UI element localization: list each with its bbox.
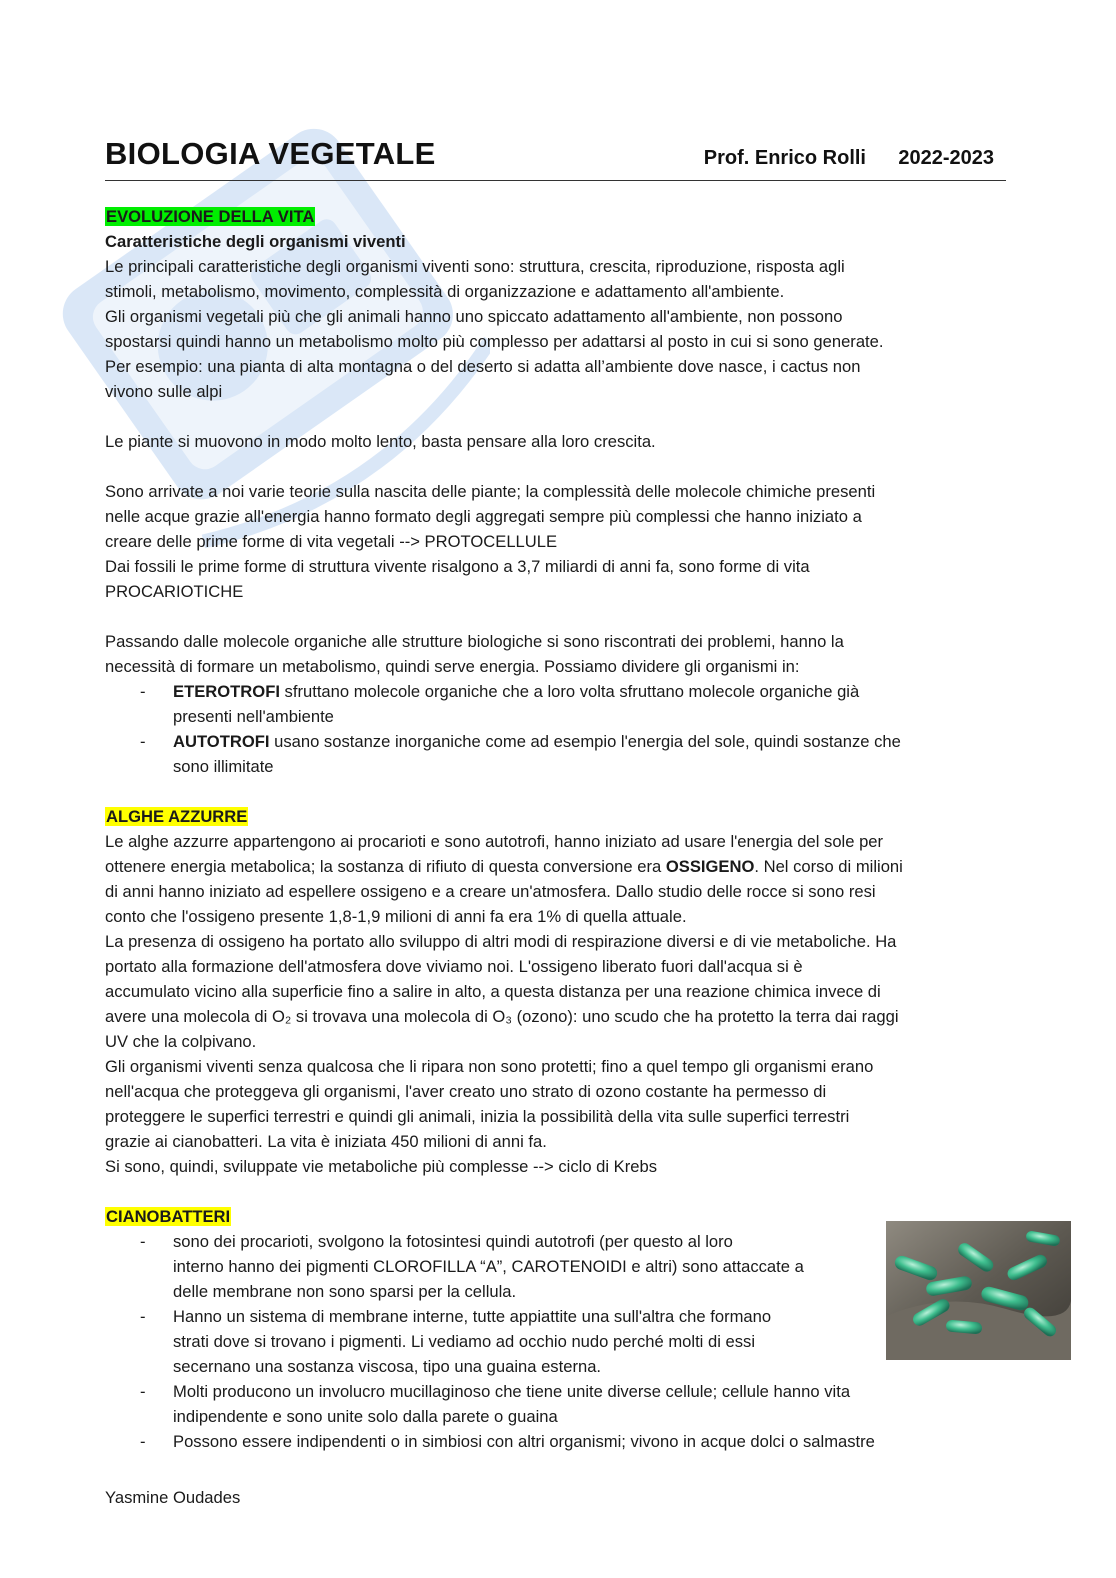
paragraph-line: accumulato vicino alla superficie fino a salire in alto, a questa distanza per una reazione chimica invece di	[105, 982, 881, 1001]
list-item: - Possono essere indipendenti o in simbiosi con altri organismi; vivono in acque dolci o salmastre	[140, 1432, 875, 1451]
paragraph-line: proteggere le superfici terrestri e quindi gli animali, inizia la possibilità della vita sulle superfici terrestri	[105, 1107, 850, 1126]
paragraph-line: Sono arrivate a noi varie teorie sulla nascita delle piante; la complessità delle molecole chimiche presenti	[105, 482, 876, 501]
list-item-continuation: indipendente e sono unite solo dalla parete o guaina	[173, 1407, 558, 1426]
paragraph-line: Gli organismi vegetali più che gli animali hanno uno spiccato adattamento all'ambiente, non possono	[105, 307, 843, 326]
paragraph-line: grazie ai cianobatteri. La vita è iniziata 450 milioni di anni fa.	[105, 1132, 547, 1151]
section-heading-alghe: ALGHE AZZURRE	[106, 807, 248, 826]
paragraph-line: Si sono, quindi, sviluppate vie metaboliche più complesse --> ciclo di Krebs	[105, 1157, 658, 1176]
paragraph-line: Dai fossili le prime forme di struttura vivente risalgono a 3,7 miliardi di anni fa, sono forme di vita	[105, 557, 810, 576]
paragraph-line: creare delle prime forme di vita vegetali --> PROTOCELLULE	[105, 532, 558, 551]
paragraph-line: Le piante si muovono in modo molto lento, basta pensare alla loro crescita.	[105, 432, 656, 451]
academic-year: 2022-2023	[898, 147, 994, 169]
list-item-continuation: presenti nell'ambiente	[173, 707, 334, 726]
list-item-continuation: sono illimitate	[173, 757, 274, 776]
list-item-continuation: strati dove si trovano i pigmenti. Li vediamo ad occhio nudo perché molti di essi	[173, 1332, 756, 1351]
paragraph-line: Le principali caratteristiche degli organismi viventi sono: struttura, crescita, riproduzione, risposta agli	[105, 257, 845, 276]
paragraph-line: La presenza di ossigeno ha portato allo sviluppo di altri modi di respirazione diversi e di vie metaboliche. Ha	[105, 932, 897, 951]
paragraph-line: nell'acqua che proteggeva gli organismi, l'aver creato uno strato di ozono costante ha permesso di	[105, 1082, 827, 1101]
document-title: BIOLOGIA VEGETALE	[105, 136, 436, 171]
paragraph-line: avere una molecola di O₂ si trovava una molecola di O₃ (ozono): uno scudo che ha protetto la terra dai raggi	[105, 1007, 899, 1026]
professor-name: Prof. Enrico Rolli	[703, 147, 866, 169]
cyanobacteria-photo	[886, 1221, 1071, 1360]
paragraph-line: conto che l'ossigeno presente 1,8-1,9 milioni di anni fa era 1% di quella attuale.	[105, 907, 687, 926]
subheading: Caratteristiche degli organismi viventi	[105, 232, 406, 251]
list-item-continuation: interno hanno dei pigmenti CLOROFILLA “A”, CAROTENOIDI e altri) sono attaccate a	[173, 1257, 804, 1276]
section-heading-cianobatteri: CIANOBATTERI	[106, 1207, 231, 1226]
paragraph-line: di anni hanno iniziato ad espellere ossigeno e a creare un'atmosfera. Dallo studio delle rocce si sono resi	[105, 882, 876, 901]
paragraph-line: Le alghe azzurre appartengono ai procarioti e sono autotrofi, hanno iniziato ad usare l'energia del sole per	[105, 832, 884, 851]
list-item: - sono dei procarioti, svolgono la fotosintesi quindi autotrofi (per questo al loro	[140, 1232, 733, 1251]
paragraph-line: PROCARIOTICHE	[105, 582, 244, 601]
term-eterotrofi: ETEROTROFI	[173, 682, 280, 701]
list-item: - Hanno un sistema di membrane interne, tutte appiattite una sull'altra che formano	[140, 1307, 772, 1326]
footer-author: Yasmine Oudades	[105, 1488, 241, 1507]
paragraph-line: Passando dalle molecole organiche alle strutture biologiche si sono riscontrati dei problemi, hanno la	[105, 632, 844, 651]
term-autotrofi: AUTOTROFI	[173, 732, 270, 751]
paragraph-line: stimoli, metabolismo, movimento, complessità di organizzazione e adattamento all'ambiente.	[105, 282, 785, 301]
paragraph-line: Gli organismi viventi senza qualcosa che li ripara non sono protetti; fino a quel tempo gli organismi erano	[105, 1057, 874, 1076]
list-item-continuation: secernano una sostanza viscosa, tipo una guaina esterna.	[173, 1357, 602, 1376]
paragraph-line: Per esempio: una pianta di alta montagna o del deserto si adatta all’ambiente dove nasce, i cactus non	[105, 357, 861, 376]
paragraph-line: ottenere energia metabolica; la sostanza di rifiuto di questa conversione era OSSIGENO. Nel corso di milioni	[105, 857, 903, 876]
list-item: - Molti producono un involucro mucillaginoso che tiene unite diverse cellule; cellule hanno vita	[140, 1382, 851, 1401]
list-item: - ETEROTROFI sfruttano molecole organiche che a loro volta sfruttano molecole organiche già	[140, 682, 860, 701]
term-ossigeno: OSSIGENO	[665, 857, 755, 876]
list-item: - AUTOTROFI usano sostanze inorganiche come ad esempio l'energia del sole, quindi sostanze che	[140, 732, 901, 751]
paragraph-line: necessità di formare un metabolismo, quindi serve energia. Possiamo dividere gli organismi in:	[105, 657, 800, 676]
page-header	[105, 132, 1006, 181]
paragraph-line: nelle acque grazie all'energia hanno formato degli aggregati sempre più complessi che hanno iniziato a	[105, 507, 862, 526]
list-item-continuation: delle membrane non sono sparsi per la cellula.	[173, 1282, 517, 1301]
paragraph-line: spostarsi quindi hanno un metabolismo molto più complesso per adattarsi al posto in cui si sono generate.	[105, 332, 884, 351]
paragraph-line: vivono sulle alpi	[105, 382, 223, 401]
paragraph-line: UV che la colpivano.	[105, 1032, 257, 1051]
document-body	[105, 204, 1010, 1454]
paragraph-line: portato alla formazione dell'atmosfera dove viviamo noi. L'ossigeno liberato fuori dall'acqua si è	[105, 957, 803, 976]
section-heading-evoluzione: EVOLUZIONE DELLA VITA	[106, 207, 315, 226]
